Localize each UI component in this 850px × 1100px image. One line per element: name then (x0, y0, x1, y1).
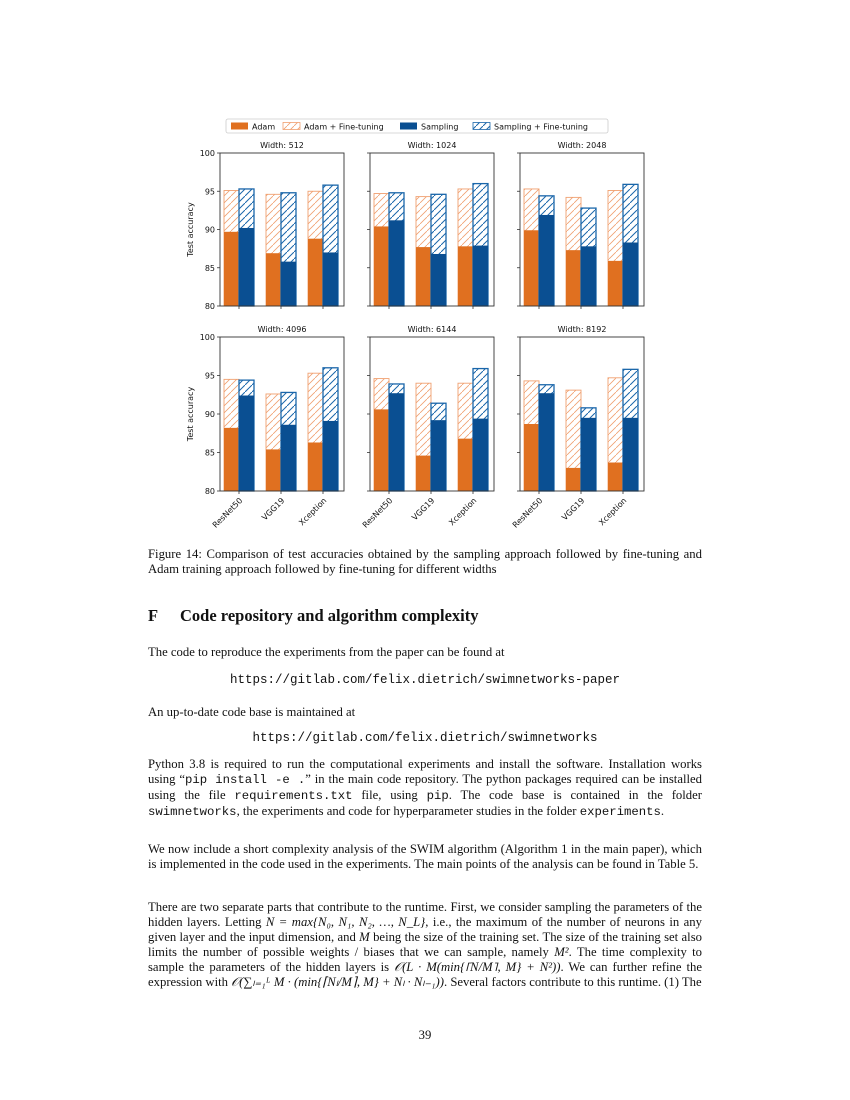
y-tick-label: 85 (204, 263, 215, 273)
text: . (660, 804, 665, 818)
panel-title: Width: 6144 (407, 325, 457, 334)
panel-title: Width: 1024 (407, 141, 457, 150)
x-tick-label: VGG19 (410, 496, 437, 523)
text: file, using (352, 788, 427, 802)
chart-panel (361, 325, 494, 530)
panel-title: Width: 4096 (257, 325, 307, 334)
y-tick-label: 90 (204, 225, 215, 235)
legend-label: Adam (252, 122, 276, 132)
legend-swatch-2 (400, 123, 417, 130)
text: , i.e., the maximum of the number of neurons in any given layer and the input dimension, and (148, 915, 702, 944)
chart-panel (367, 141, 494, 309)
section-number: F (148, 606, 159, 625)
panel-title: Width: 8192 (557, 325, 607, 334)
legend-swatch-3 (473, 123, 490, 130)
legend-swatch-0 (231, 123, 248, 130)
bar-sampling (239, 396, 254, 491)
chart-panel (186, 325, 344, 530)
bar-adam (308, 442, 323, 491)
repository-link-paper[interactable]: https://gitlab.com/felix.dietrich/swimnetworks-paper (229, 673, 621, 687)
bar-sampling (623, 243, 638, 306)
bar-adam (566, 468, 581, 491)
bar-adam (224, 232, 239, 306)
bar-sampling (281, 262, 296, 306)
bar-adam (374, 226, 389, 306)
bar-sampling (539, 215, 554, 306)
text: being the size of the training set. The size of the training set also limits the number of possible weights / biases that we can sample, namely (148, 930, 702, 959)
y-tick-label: 90 (204, 410, 215, 419)
page-number: 39 (418, 1028, 432, 1042)
bar-sampling (581, 246, 596, 306)
legend-swatch-1 (283, 123, 300, 130)
y-tick-label: 100 (199, 333, 215, 342)
bar-adam (524, 424, 539, 491)
legend-label: Adam + Fine-tuning (304, 122, 384, 132)
chart-panel (517, 141, 644, 309)
bar-adam (458, 439, 473, 491)
code-requirements: requirements.txt (234, 789, 353, 803)
bar-sampling (431, 420, 446, 491)
x-tick-label: ResNet50 (360, 496, 395, 530)
x-tick-label: VGG19 (260, 496, 287, 523)
x-tick-label: Xception (597, 496, 629, 528)
bar-sampling (431, 254, 446, 306)
bar-sampling (539, 393, 554, 491)
code-experiments: experiments (579, 805, 661, 819)
chart-panel (186, 141, 344, 311)
math-complexity: 𝒪(L · M(min{⌈N/M⌉, M} + N²)) (394, 960, 561, 974)
panel-title: Width: 512 (260, 141, 304, 150)
bar-sampling (323, 252, 338, 306)
text: , the experiments and code for hyperparameter studies in the folder (236, 804, 580, 818)
text: . We can further refine the expression with (148, 960, 702, 989)
bar-sampling (281, 425, 296, 491)
bar-adam (608, 463, 623, 491)
legend-label: Sampling + Fine-tuning (494, 122, 589, 132)
bar-sampling (623, 418, 638, 491)
panel-title: Width: 2048 (557, 141, 607, 150)
repository-link-swimnetworks[interactable]: https://gitlab.com/felix.dietrich/swimnetworks (252, 731, 598, 745)
bar-adam (374, 409, 389, 491)
code-pip: pip (426, 789, 449, 803)
chart-panel (511, 325, 644, 530)
bar-sampling (389, 393, 404, 491)
bar-sampling (473, 419, 488, 491)
bar-adam (524, 230, 539, 306)
bar-adam (266, 253, 281, 306)
math-refined-complexity: 𝒪(∑ₗ₌₁ᴸ M · (min{⌈Nₗ/M⌉, M} + Nₗ · Nₗ₋₁)) (231, 975, 444, 989)
y-tick-label: 80 (204, 302, 215, 311)
code-pip-install: pip install -e . (185, 773, 306, 787)
chart-legend (226, 119, 608, 133)
paragraph-runtime (148, 900, 702, 990)
bar-adam (608, 261, 623, 306)
x-tick-label: ResNet50 (510, 496, 545, 530)
text: There are two separate parts that contribute to the runtime. First, we consider sampling the parameters of the hidden layers. Letting (148, 900, 702, 929)
x-tick-label: Xception (447, 496, 479, 528)
y-tick-label: 95 (204, 187, 215, 197)
y-tick-label: 80 (204, 487, 215, 496)
text: ” in the main code repository. The python packages required can be installed using the file (148, 772, 702, 802)
bar-adam (308, 239, 323, 306)
bar-adam (458, 246, 473, 306)
text: . Several factors contribute to this runtime. (1) The (443, 975, 702, 989)
paragraph-complexity-intro: We now include a short complexity analysis of the SWIM algorithm (Algorithm 1 in the main paper), which is implemented in the code used in the experiments. The main points of the analysis can be found in Table 5. (148, 842, 702, 871)
y-tick-label: 95 (204, 371, 215, 381)
x-tick-label: VGG19 (560, 496, 587, 523)
x-tick-label: ResNet50 (210, 496, 245, 530)
y-tick-label: 85 (204, 448, 215, 458)
bar-adam (416, 456, 431, 491)
math-n-max: N = max{N₀, N₁, N₂, …, N_L} (265, 915, 426, 929)
bar-sampling (239, 228, 254, 306)
bar-sampling (473, 246, 488, 306)
text: Python 3.8 is required to run the computational experiments and install the software. Installation works using “ (148, 757, 702, 786)
paragraph-up-to-date: An up-to-date code base is maintained at (148, 705, 356, 719)
bar-sampling (389, 220, 404, 306)
legend-label: Sampling (421, 122, 459, 132)
section-title: Code repository and algorithm complexity (180, 606, 479, 625)
code-swimnetworks: swimnetworks (148, 805, 237, 819)
y-tick-label: 100 (199, 149, 215, 158)
section-heading (148, 606, 479, 626)
text: . The code base is contained in the folder (448, 788, 702, 802)
bar-adam (224, 428, 239, 491)
x-tick-label: Xception (297, 496, 329, 528)
math-m-squared: M² (554, 945, 569, 959)
bar-adam (566, 250, 581, 306)
text: . The time complexity to sample the parameters of the hidden layers is (148, 945, 702, 974)
math-m: M (359, 930, 370, 944)
paragraph-installation (148, 757, 702, 820)
bar-sampling (581, 418, 596, 491)
paragraph-code-location: The code to reproduce the experiments from the paper can be found at (148, 645, 505, 659)
bar-sampling (323, 421, 338, 491)
bar-adam (416, 247, 431, 306)
y-axis-label: Test accuracy (186, 386, 195, 442)
bar-adam (266, 449, 281, 491)
y-axis-label: Test accuracy (186, 202, 195, 257)
figure-caption: Figure 14: Comparison of test accuracies obtained by the sampling approach followed by fine-tuning and Adam training approach followed by fine-tuning for different widths (148, 547, 702, 576)
